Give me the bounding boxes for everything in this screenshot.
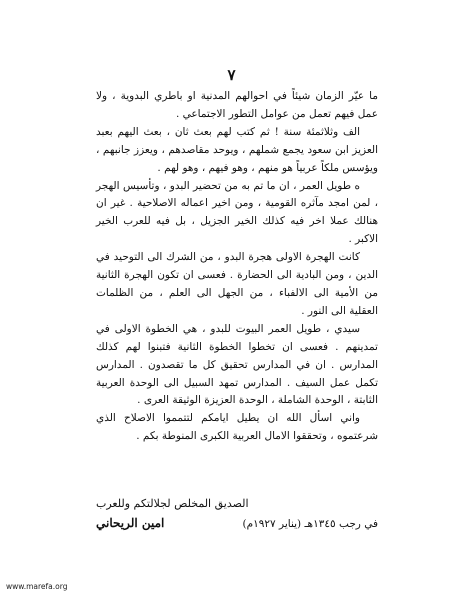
paragraph: ما عيّر الزمان شيئاً في احوالهم المدنية او باطري البدوية ، ولا عمل فيهم تعمل من عوامل التطور الاجتماعي . — [96, 90, 378, 120]
letter-body — [96, 88, 378, 446]
source-url[interactable]: www.marefa.org — [6, 582, 68, 591]
date-and-signature — [96, 516, 378, 530]
paragraph: الف وثلاثمئة سنة ! ثم كتب لهم بعث ثان ، بعث اليهم بعبد العزيز ابن سعود يجمع شملهم ، ويوحد مقاصدهم ، ويعزز جانبهم ، ويؤسس ملكاً عربياً هو منهم ، وهو فيهم ، وهو لهم . — [96, 125, 378, 174]
paragraph: واني اسأل الله ان يطيل ايامكم لتتمموا الاصلاح الذي شرعتموه ، وتحققوا الامال العربية الكبرى المنوطة بكم . — [96, 412, 378, 443]
page-number: ٧ — [227, 66, 236, 84]
author-name: امين الريحاني — [96, 516, 165, 530]
paragraph: كانت الهجرة الاولى هجرة البدو ، من الشرك الى التوحيد في الدين ، ومن البادية الى الحضارة . فعسى ان تكون الهجرة الثانية من الأمية الى الالفباء ، من الجهل الى العلم ، من الظلمات العقلية الى النور . — [96, 251, 378, 317]
paragraph: ه طويل العمر ، ان ما تم به من تحضير البدو ، وتأسيس الهجر ، لمن امجد مآثره القومية ، ومن اخير اعماله الاصلاحية . غير ان هنالك عملا اخر فيه كذلك الخير الجزيل ، بل فيه للعرب الخير الاكبر . — [96, 179, 378, 246]
closing-salutation: الصديق المخلص لجلالتكم وللعرب — [96, 497, 249, 510]
paragraph: سيدي ، طويل العمر البيوت للبدو ، هي الخطوة الاولى في تمدينهم . فعسى ان تخطوا الخطوة الثانية فتبنوا لهم كذلك المدارس . ان في المدارس تحقيق كل ما تقصدون . المدارس تكمل عمل السيف . المدارس تمهد السبيل الى الوحدة العربية الثابتة ، الوحدة الشاملة ، الوحدة العزيزة الوثيقة العرى . — [96, 322, 378, 407]
letter-date: في رجب ١٣٤٥هـ (يناير ١٩٢٧م) — [242, 518, 378, 530]
